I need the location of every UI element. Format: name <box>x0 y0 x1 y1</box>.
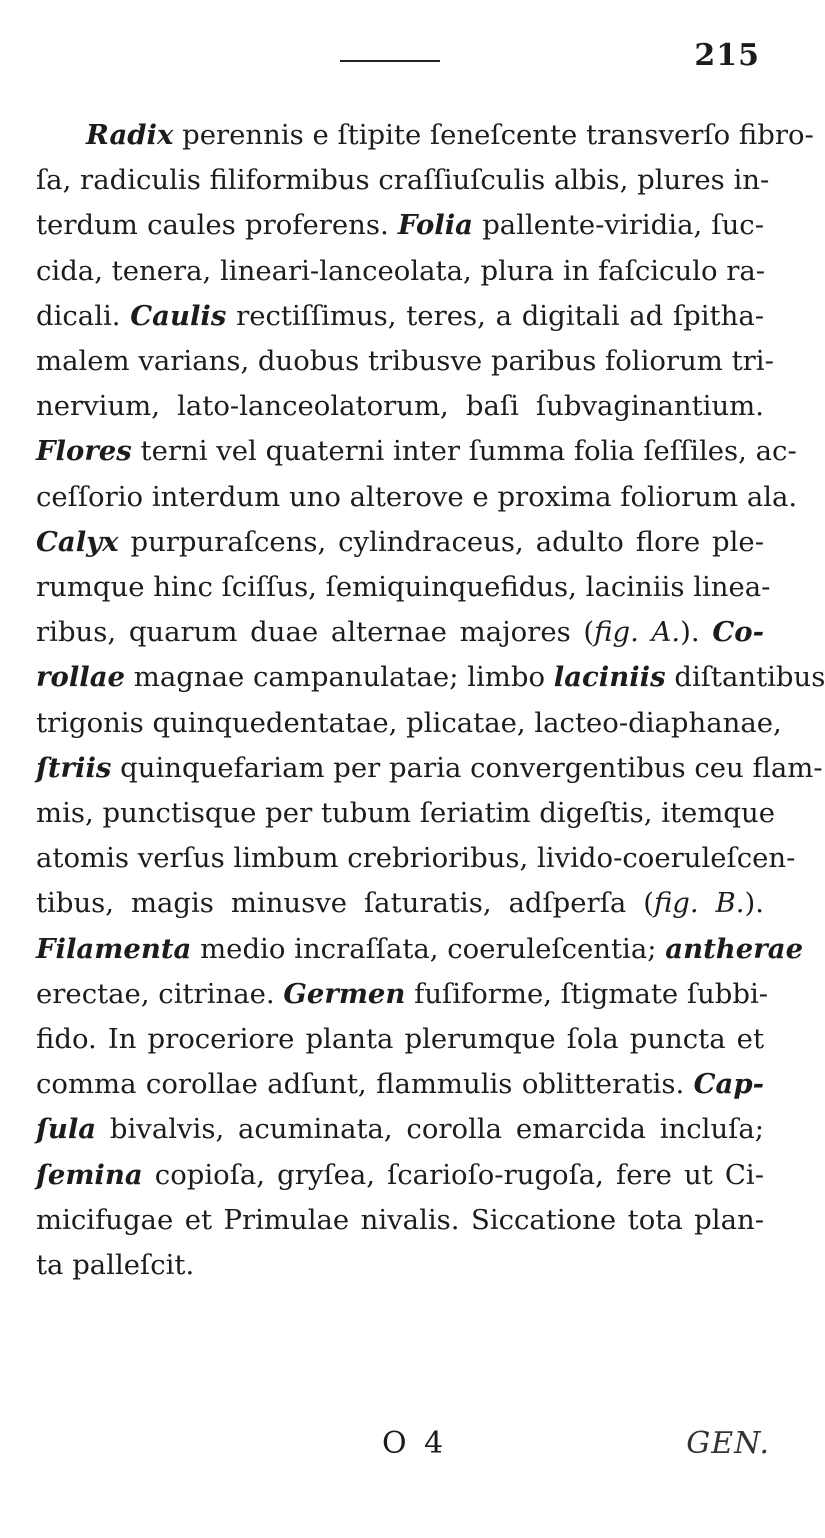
figure-reference: fig. B. <box>653 887 745 920</box>
botanical-term: Germen <box>283 977 406 1010</box>
text-line <box>36 972 769 1017</box>
text-segment: cida, tenera, lineari-lanceolata, plura in faſciculo ra- <box>36 254 766 287</box>
text-segment: mis, punctisque per tubum ſeriatim digeſtis, itemque <box>36 797 775 830</box>
text-line <box>36 475 798 520</box>
text-line <box>36 701 782 746</box>
botanical-term: rollae <box>36 661 126 694</box>
text-segment: erectae, citrinae. <box>36 977 284 1010</box>
text-segment: ta palleſcit. <box>36 1249 195 1282</box>
text-line <box>36 927 804 972</box>
botanical-term: ſemina <box>36 1158 143 1191</box>
signature-mark: O 4 <box>382 1426 448 1461</box>
figure-reference: fig. A. <box>594 616 681 649</box>
page-number: 215 <box>694 38 760 73</box>
text-segment: atomis verſus limbum crebrioribus, livido-coeruleſcen- <box>36 842 796 875</box>
botanical-term: antherae <box>665 932 804 965</box>
text-line <box>36 384 764 429</box>
text-segment: trigonis quinquedentatae, plicatae, lacteo-diaphanae, <box>36 706 782 739</box>
text-segment: dicali. <box>36 299 131 332</box>
text-segment: nervium, lato-lanceolatorum, baſi ſubvaginantium. <box>36 390 764 423</box>
botanical-term: Cap- <box>693 1068 764 1101</box>
text-line <box>36 339 774 384</box>
text-line <box>36 1017 764 1062</box>
botanical-term: ſula <box>36 1113 97 1146</box>
text-line <box>36 791 775 836</box>
text-line <box>36 1107 764 1152</box>
text-segment: quinquefariam per paria convergentibus ceu flam- <box>111 751 823 784</box>
text-line <box>36 1062 764 1107</box>
text-segment: ). <box>744 887 764 920</box>
text-line <box>36 565 771 610</box>
text-line <box>36 610 764 655</box>
botanical-term: Caulis <box>130 299 227 332</box>
text-line <box>36 836 796 881</box>
text-line <box>36 1198 764 1243</box>
botanical-term: laciniis <box>553 661 666 694</box>
text-line <box>36 655 825 700</box>
botanical-term: Filamenta <box>36 932 192 965</box>
text-segment: ribus, quarum duae alternae majores ( <box>36 616 595 649</box>
text-line <box>36 1243 764 1288</box>
text-line <box>36 881 764 926</box>
header-rule <box>340 60 440 62</box>
text-segment: fuſiforme, ſtigmate ſubbi- <box>405 977 769 1010</box>
text-line <box>36 294 764 339</box>
text-segment: medio incraſſata, coeruleſcentia; <box>191 932 666 965</box>
botanical-term: Folia <box>397 209 473 242</box>
text-segment: copioſa, gryſea, ſcarioſo-rugoſa, fere ut Ci- <box>142 1158 764 1191</box>
text-segment: terdum caules proferens. <box>36 209 398 242</box>
catchword: GEN. <box>686 1426 770 1461</box>
text-line <box>36 429 797 474</box>
text-line <box>36 746 823 791</box>
text-segment: terni vel quaterni inter ſumma folia ſeſſiles, ac- <box>131 435 797 468</box>
text-segment: micifugae et Primulae nivalis. Siccatione tota plan- <box>36 1203 764 1236</box>
text-segment: perennis e ſtipite ſeneſcente transverſo fibro- <box>173 119 814 151</box>
text-segment: rumque hinc ſciſſus, ſemiquinquefidus, laciniis linea- <box>36 571 771 604</box>
text-line <box>36 113 814 158</box>
text-line <box>36 249 764 294</box>
text-line <box>36 1153 764 1198</box>
text-segment: tibus, magis minusve ſaturatis, adſperſa ( <box>36 887 654 920</box>
text-segment: ). <box>680 616 713 649</box>
text-segment: rectiſſimus, teres, a digitali ad ſpitha- <box>226 299 765 332</box>
text-line <box>36 203 764 248</box>
botanical-term: Co- <box>712 616 764 649</box>
text-segment: magnae campanulatae; limbo <box>125 661 554 694</box>
botanical-term: Flores <box>36 435 132 468</box>
text-segment: pallente-viridia, ſuc- <box>473 209 764 242</box>
text-segment: comma corollae adſunt, flammulis oblitteratis. <box>36 1068 694 1101</box>
text-segment: malem varians, duobus tribusve paribus foliorum tri- <box>36 345 774 378</box>
botanical-term: Radix <box>86 119 174 151</box>
text-segment: fido. In proceriore planta plerumque ſola puncta et <box>36 1023 764 1056</box>
botanical-term: Calyx <box>36 525 119 558</box>
text-segment: purpuraſcens, cylindraceus, adulto flore ple- <box>118 525 764 558</box>
text-segment: ſa, radiculis filiformibus craſſiuſculis albis, plures in- <box>36 164 770 197</box>
text-line <box>36 158 770 203</box>
text-segment: ceſſorio interdum uno alterove e proxima foliorum ala. <box>36 480 798 513</box>
body-paragraph <box>36 113 825 1288</box>
text-segment: diſtantibus <box>665 661 825 694</box>
botanical-term: ſtriis <box>36 751 112 784</box>
text-line <box>36 520 764 565</box>
text-segment: bivalvis, acuminata, corolla emarcida incluſa; <box>96 1113 764 1146</box>
